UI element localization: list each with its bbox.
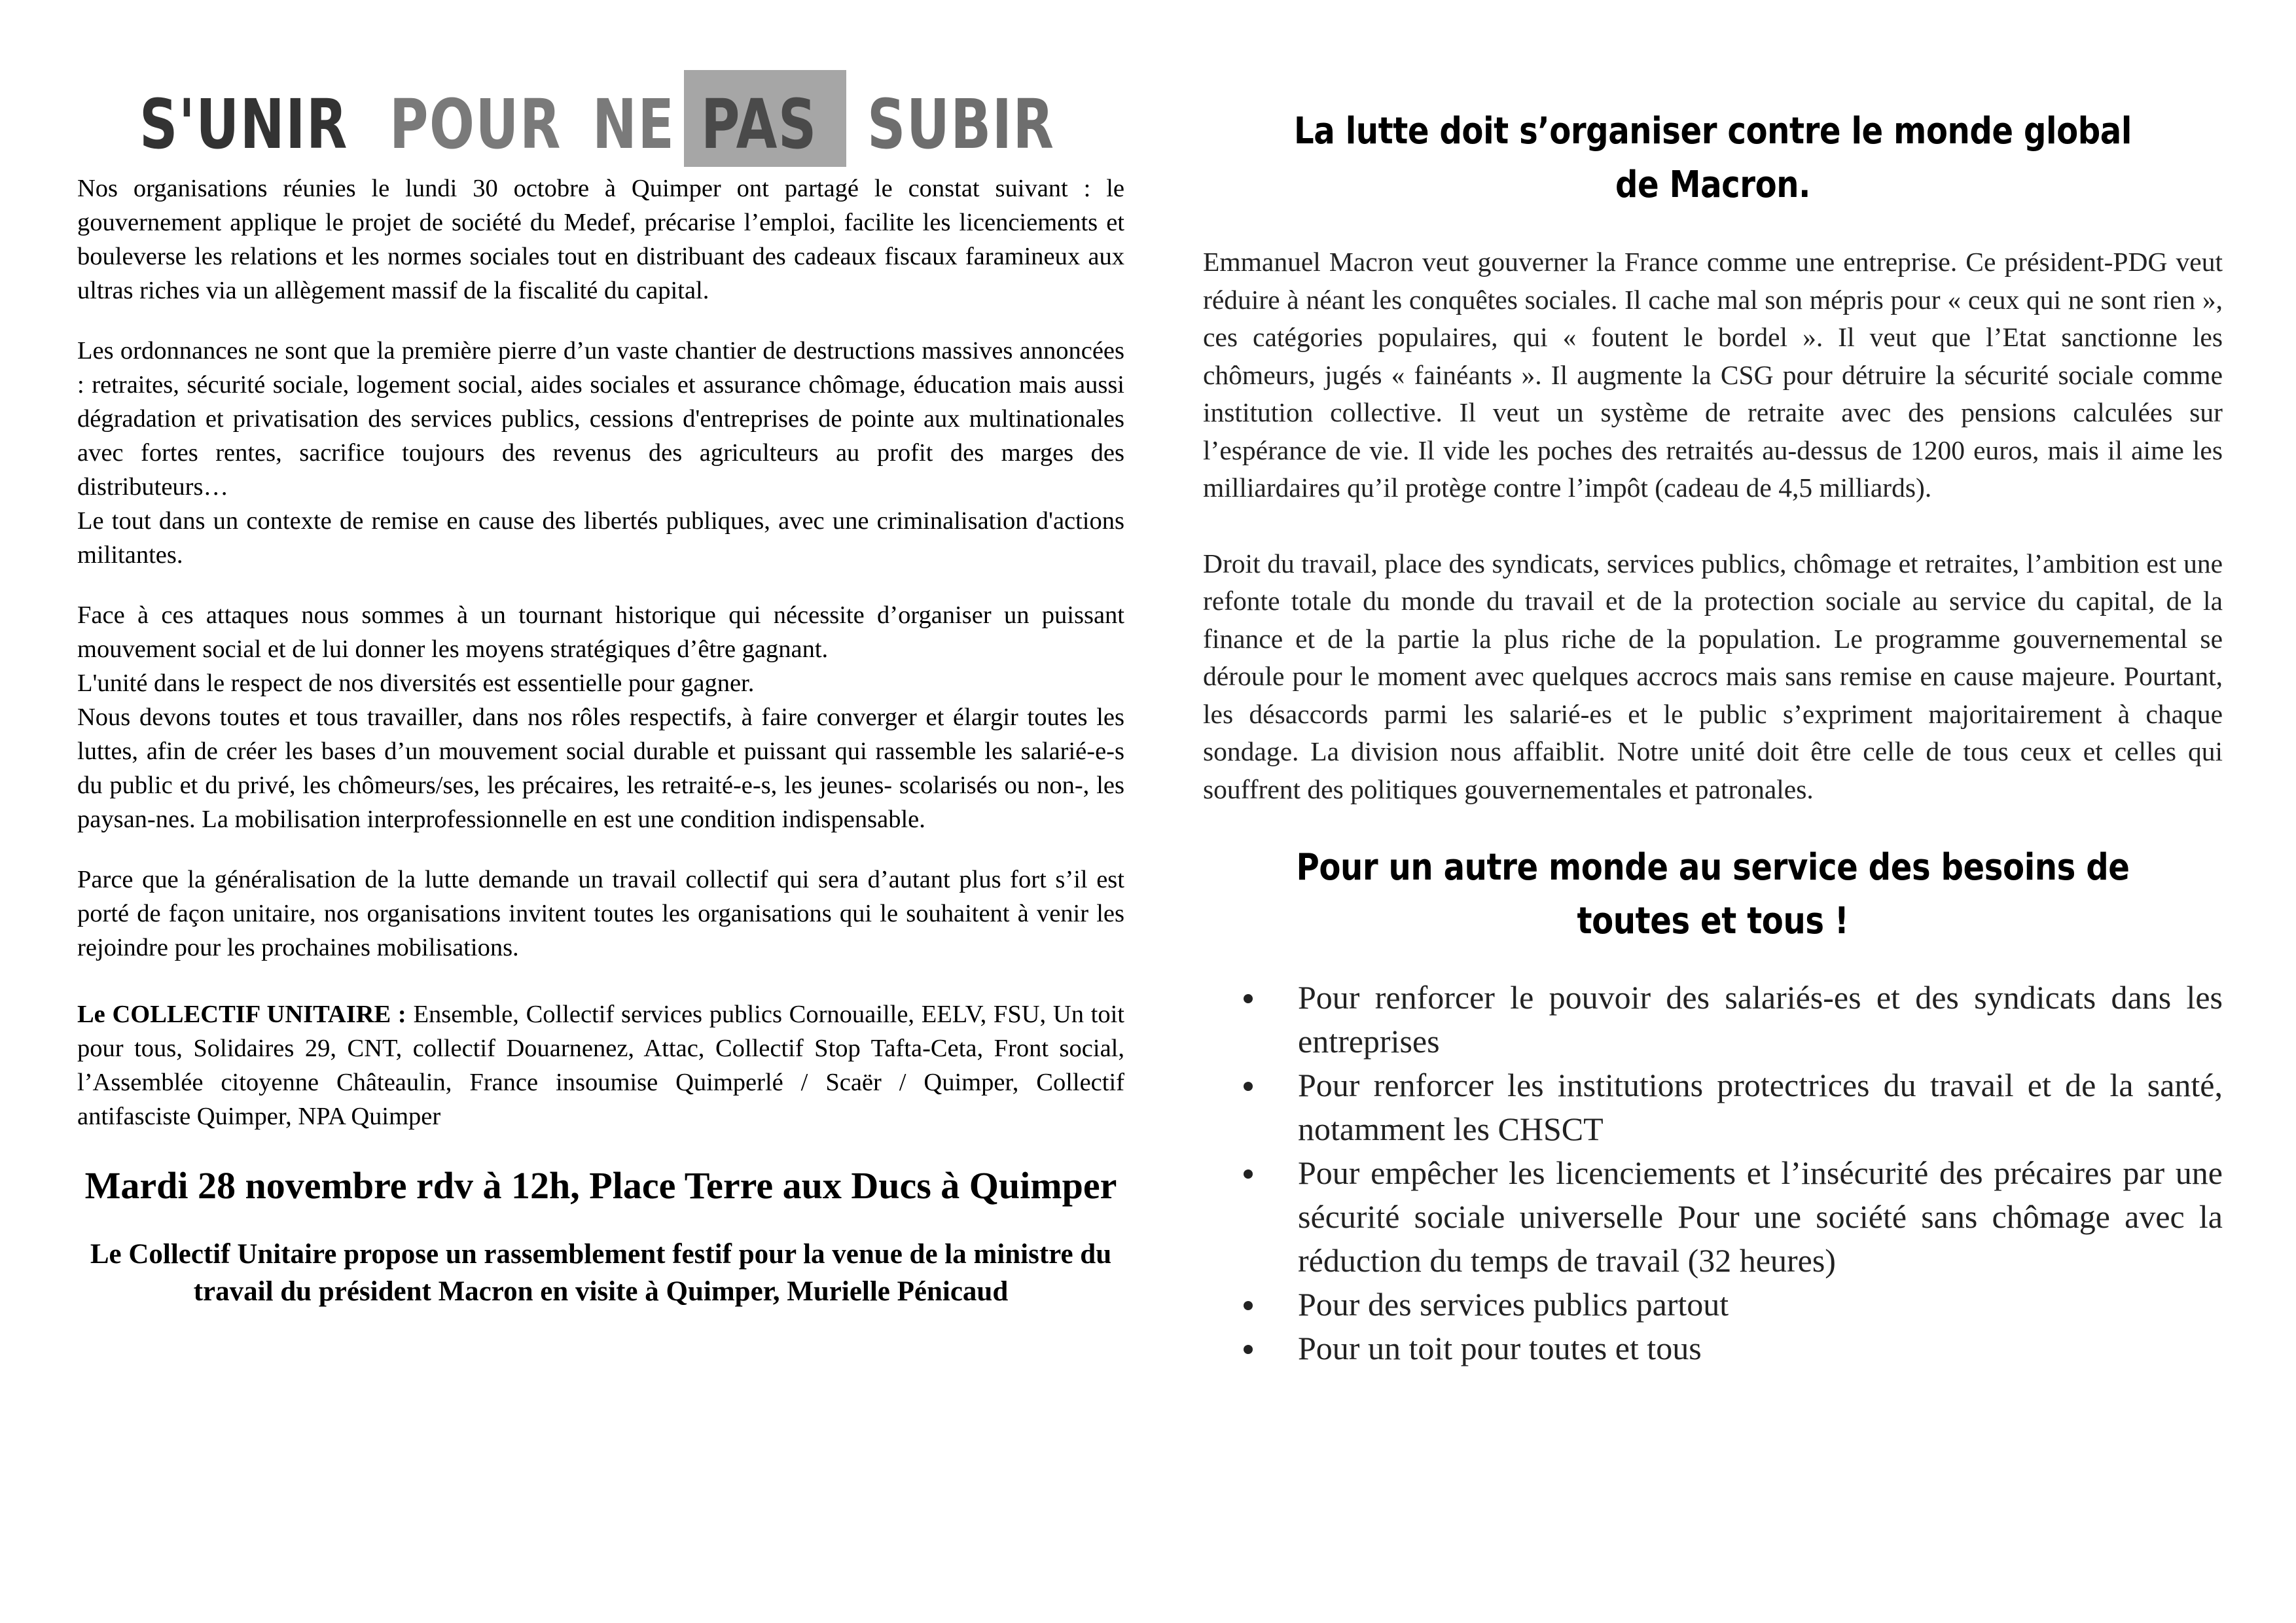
collectif-members xyxy=(77,997,1124,1133)
invitation-paragraph: Parce que la généralisation de la lutte demande un travail collectif qui sera d’autant plus fort s’il est porté de façon unitaire, nos organisations invitent toutes les organisations qui le souhaitent à venir les rejoindre pour les prochaines mobilisations. xyxy=(77,866,1124,961)
heading-autre-monde: Pour un autre monde au service des besoins de toutes et tous ! xyxy=(1296,846,2130,942)
event-description: Le Collectif Unitaire propose un rassemblement festif pour la venue de la ministre du travail du président Macron en visite à Quimper, Murielle Pénicaud xyxy=(90,1239,1112,1307)
demands-list xyxy=(1203,976,2223,1370)
ordonnances-paragraph: Les ordonnances ne sont que la première pierre d’un vaste chantier de destructions massives annoncées : retraites, sécurité sociale, logement social, aides sociales et assurance chômage, éducation mais aussi dégradation et privatisation des services publics, cessions d'entreprises de pointe aux multinationales avec fortes rentes, sacrifice toujours des revenus des agriculteurs au profit des marges des distributeurs… xyxy=(77,337,1124,501)
bullet-icon xyxy=(1244,1345,1253,1354)
intro-paragraph: Nos organisations réunies le lundi 30 octobre à Quimper ont partagé le constat suivant : le gouvernement applique le projet de société du Medef, précarise l’emploi, facilite les licenciements et bouleverse les relations et les normes sociales tout en distribuant des cadeaux fiscaux faramineux aux ultras riches via un allègement massif de la fiscalité du capital. xyxy=(77,175,1124,304)
list-item: Pour renforcer le pouvoir des salariés-es et des syndicats dans les entreprises xyxy=(1203,976,2223,1063)
libertes-paragraph: Le tout dans un contexte de remise en cause des libertés publiques, avec une criminalisation d'actions militantes. xyxy=(77,507,1124,569)
list-item: Pour un toit pour toutes et tous xyxy=(1203,1327,2223,1370)
event-heading: Mardi 28 novembre rdv à 12h, Place Terre aux Ducs à Quimper xyxy=(84,1164,1117,1207)
tournant-paragraph: Face à ces attaques nous sommes à un tournant historique qui nécessite d’organiser un puissant mouvement social et de lui donner les moyens stratégiques d’être gagnant. xyxy=(77,601,1124,663)
right-column xyxy=(1203,105,2223,1370)
macron-paragraph: Emmanuel Macron veut gouverner la France comme une entreprise. Ce président-PDG veut réduire à néant les conquêtes sociales. Il cache mal son mépris pour « ceux qui ne sont rien », ces catégories populaires, qui « foutent le bordel ». Il veut que l’Etat sanctionne les chômeurs, jugés « fainéants ». Il augmente la CSG pour détruire la sécurité sociale comme institution collective. Il veut un système de retraite avec des pensions calculées sur l’espérance de vie. Il vide les poches des retraités au-dessus de 1200 euros, mais il aime les milliardaires qu’il protège contre l’impôt (cadeau de 4,5 milliards). xyxy=(1203,247,2223,503)
converger-paragraph: Nous devons toutes et tous travailler, dans nos rôles respectifs, à faire converger et élargir toutes les luttes, afin de créer les bases d’un mouvement social durable et puissant qui rassemble les salarié-e-s du public et du privé, les chômeurs/ses, les précaires, les retraité-e-s, les jeunes- scolarisés ou non-, les paysan-nes. La mobilisation interprofessionnelle en est une condition indispensable. xyxy=(77,704,1124,833)
title-word-ne: NE xyxy=(592,84,675,164)
title-word-pour: POUR xyxy=(389,84,562,164)
collectif-list: Ensemble, Collectif services publics Cornouaille, EELV, FSU, Un toit pour tous, Solidaires 29, CNT, collectif Douarnenez, Attac, Collectif Stop Tafta-Ceta, Front social, l’Assemblée citoyenne Châteaulin, France insoumise Quimperlé / Scaër / Quimper, Collectif antifasciste Quimper, NPA Quimper xyxy=(77,1001,1124,1130)
heading-lutte: La lutte doit s’organiser contre le monde global de Macron. xyxy=(1294,110,2132,206)
title-word-pas: PAS xyxy=(701,84,817,164)
unite-paragraph: L'unité dans le respect de nos diversités est essentielle pour gagner. xyxy=(77,669,755,697)
flyer-title xyxy=(134,65,1077,170)
list-item: Pour des services publics partout xyxy=(1203,1283,2223,1327)
droit-travail-paragraph: Droit du travail, place des syndicats, services publics, chômage et retraites, l’ambition est une refonte totale du monde du travail et de la protection sociale au service du capital, de la finance et de la partie la plus riche de la population. Le programme gouvernemental se déroule pour le moment avec quelques accrocs mais sans remise en cause majeure. Pourtant, les désaccords parmi les salarié-es et le public s’expriment majoritairement à chaque sondage. La division nous affaiblit. Notre unité doit être celle de tous ceux et celles qui souffrent des politiques gouvernementales et patronales. xyxy=(1203,548,2223,804)
title-word-subir: SUBIR xyxy=(867,84,1055,164)
bullet-icon xyxy=(1244,994,1253,1003)
left-column xyxy=(77,171,1124,1310)
collectif-label: Le COLLECTIF UNITAIRE : xyxy=(77,1001,406,1028)
title-word-sunir: S'UNIR xyxy=(139,84,349,164)
list-item: Pour empêcher les licenciements et l’insécurité des précaires par une sécurité sociale universelle Pour une société sans chômage avec la réduction du temps de travail (32 heures) xyxy=(1203,1151,2223,1283)
list-item: Pour renforcer les institutions protectrices du travail et de la santé, notamment les CHSCT xyxy=(1203,1063,2223,1151)
bullet-icon xyxy=(1244,1301,1253,1310)
bullet-icon xyxy=(1244,1082,1253,1091)
bullet-icon xyxy=(1244,1169,1253,1179)
